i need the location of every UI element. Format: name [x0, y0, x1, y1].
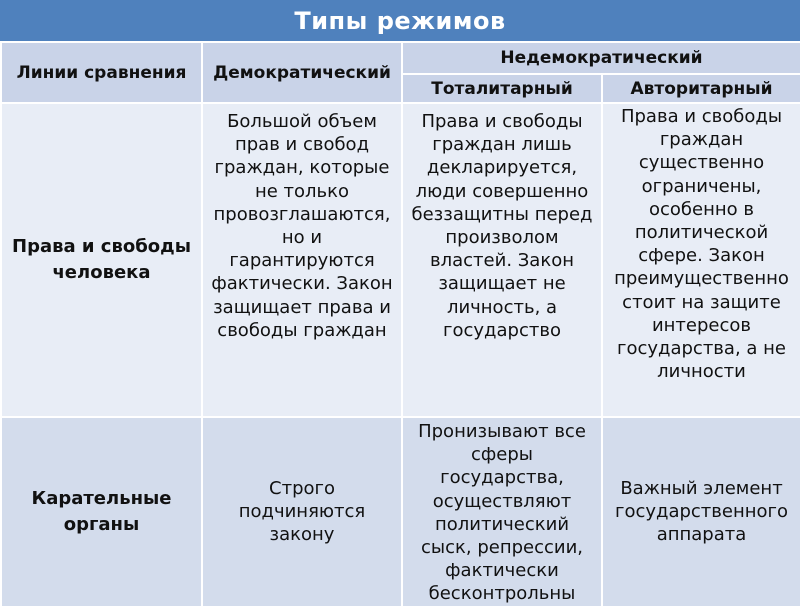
cell-rights-totalitarian: Права и свободы граждан лишь декларируется, люди совершенно беззащитны перед произволом властей. Закон защищает не личность, а государство: [402, 103, 602, 417]
header-democratic: Демократический: [202, 42, 402, 103]
cell-punitive-democratic: Строго подчиняются закону: [202, 417, 402, 607]
cell-punitive-totalitarian: Пронизывают все сферы государства, осуществляют политический сыск, репрессии, фактически бесконтрольны: [402, 417, 602, 607]
cell-rights-authoritarian: Права и свободы граждан существенно ограничены, особенно в политической сфере. Закон преимущественно стоит на защите интересов государства, а не личности: [602, 103, 800, 417]
row-label-rights: Права и свободы человека: [1, 103, 202, 417]
header-lines-of-comparison: Линии сравнения: [1, 42, 202, 103]
table-row: [1, 417, 800, 607]
table-row: [1, 103, 800, 417]
header-totalitarian: Тоталитарный: [402, 74, 602, 103]
header-row-top: [1, 42, 800, 74]
header-nondemocratic: Недемократический: [402, 42, 800, 74]
cell-punitive-authoritarian: Важный элемент государственного аппарата: [602, 417, 800, 607]
header-authoritarian: Авторитарный: [602, 74, 800, 103]
cell-rights-democratic: Большой объем прав и свобод граждан, которые не только провозглашаются, но и гарантируются фактически. Закон защищает права и свободы граждан: [202, 103, 402, 417]
row-label-punitive: Карательные органы: [1, 417, 202, 607]
slide-title: Типы режимов: [0, 0, 800, 41]
regimes-table: [0, 41, 800, 608]
